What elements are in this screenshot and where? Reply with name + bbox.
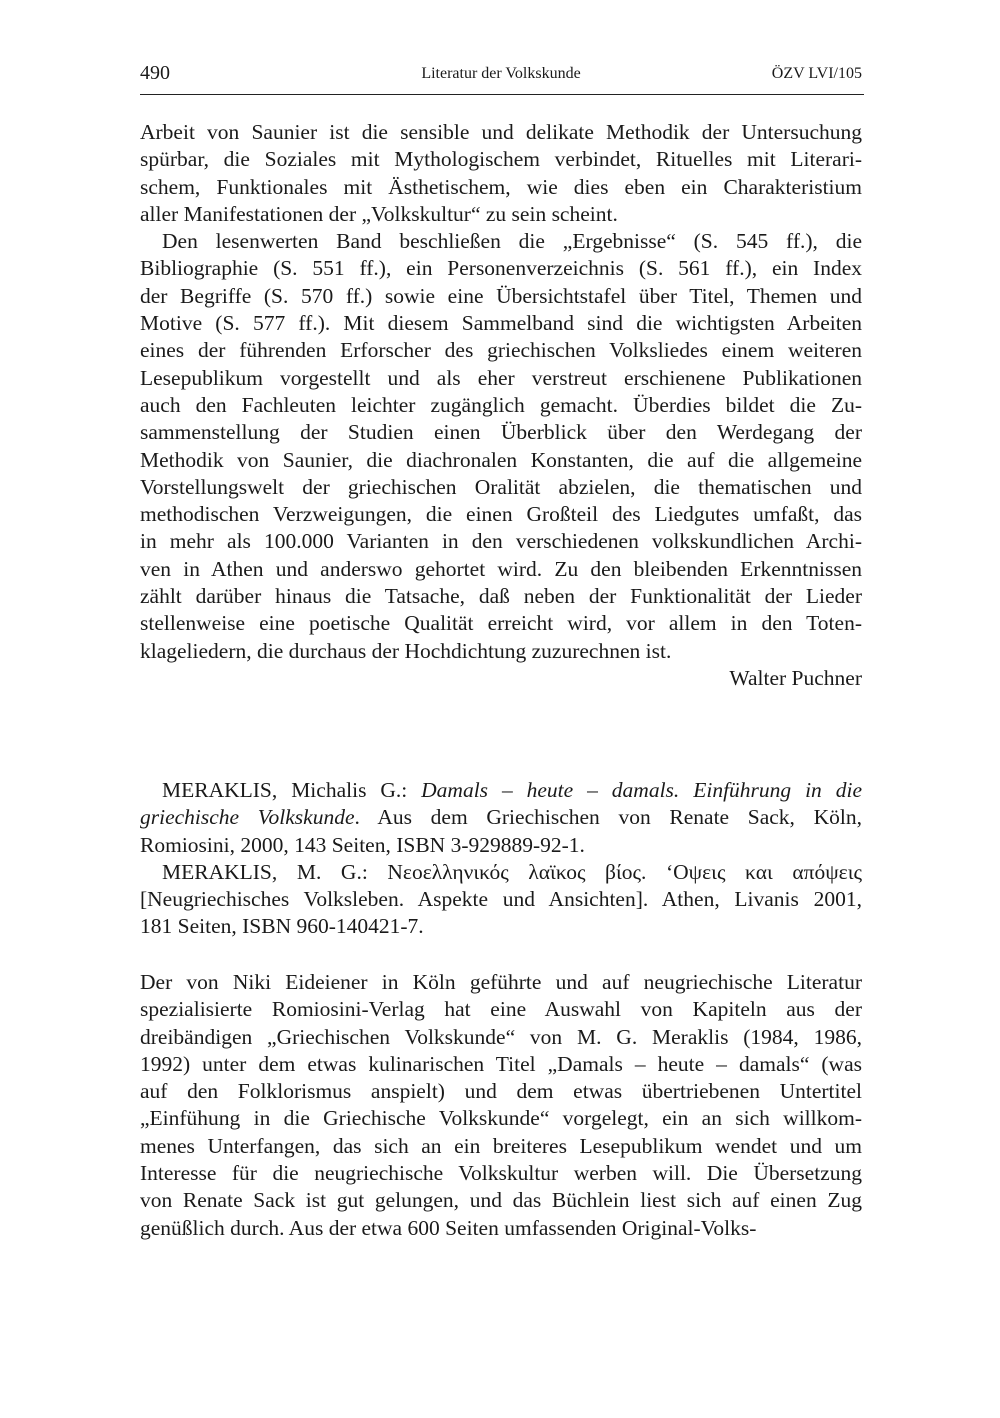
text-span: Den lesenwerten Band beschließen die „Ergebnisse“ (S. 545 ff.), die (162, 229, 862, 254)
text-span: spürbar, die Soziales mit Mythologischem verbindet, Rituelles mit Literari- (140, 147, 862, 172)
text-line (140, 583, 862, 610)
text-line (140, 832, 862, 859)
italic-title-text: Damals – heute – damals. Einführung in die (421, 778, 862, 802)
text-line (140, 146, 862, 173)
text-line (140, 474, 862, 501)
text-line (140, 1187, 862, 1214)
text-line (140, 283, 862, 310)
bibliography-entries (140, 777, 862, 941)
text-line (140, 1160, 862, 1187)
text-span: Romiosini, 2000, 143 Seiten, ISBN 3-929889-92-1. (140, 832, 585, 857)
text-span: Vorstellungswelt der griechischen Oralität abzielen, die thematischen und (140, 474, 862, 499)
text-span: genüßlich durch. Aus der etwa 600 Seiten umfassenden Original-Volks- (140, 1215, 757, 1240)
text-line (140, 610, 862, 637)
text-line (140, 255, 862, 282)
text-span: . Aus dem Griechischen von Renate Sack, Köln, (354, 805, 862, 830)
text-span: klageliedern, die durchaus der Hochdichtung zuzurechnen ist. (140, 638, 672, 663)
text-span: 1992) unter dem etwas kulinarischen Titel „Damals – heute – damals“ (was (140, 1051, 862, 1076)
text-span: „Einfühung in die Griechische Volkskunde“ vorgelegt, ein an sich willkom- (140, 1106, 862, 1131)
text-span: Arbeit von Saunier ist die sensible und delikate Methodik der Untersuchung (140, 120, 862, 144)
journal-volume: ÖZV LVI/105 (771, 65, 862, 82)
paragraph (140, 969, 862, 1242)
paragraph (140, 119, 862, 228)
text-line (140, 1078, 862, 1105)
text-span: sammenstellung der Studien einen Überblick über den Werdegang der (140, 420, 862, 445)
italic-title-text: griechische Volkskunde (140, 805, 355, 830)
review-text-1 (140, 119, 862, 692)
text-span: MERAKLIS, M. G.: Νεοελληνικός λαϊκος βίος. ‘Οψεις και απόψεις (162, 859, 862, 884)
text-span: Bibliographie (S. 551 ff.), ein Personenverzeichnis (S. 561 ff.), ein Index (140, 256, 862, 281)
header-rule (140, 94, 864, 95)
text-line (140, 777, 862, 804)
text-span: spezialisierte Romiosini-Verlag hat eine Auswahl von Kapiteln aus der (140, 997, 862, 1022)
text-span: methodischen Verzweigungen, die einen Großteil des Liedgutes umfaßt, das (140, 502, 862, 527)
text-span: Interesse für die neugriechische Volkskultur werben will. Die Übersetzung (140, 1161, 862, 1186)
text-line (140, 969, 862, 996)
text-span: [Neugriechisches Volksleben. Aspekte und Ansichten]. Athen, Livanis 2001, (140, 887, 862, 912)
text-line (140, 392, 862, 419)
text-line (140, 859, 862, 886)
paragraph (140, 228, 862, 665)
text-line (140, 337, 862, 364)
text-span: dreibändigen „Griechischen Volkskunde“ von M. G. Meraklis (1984, 1986, (140, 1024, 862, 1049)
text-line (140, 365, 862, 392)
text-line (140, 228, 862, 255)
text-line (140, 913, 862, 940)
text-line (140, 447, 862, 474)
review-author: Walter Puchner (729, 665, 862, 690)
text-line (140, 886, 862, 913)
text-line (140, 201, 862, 228)
review-text-2 (140, 969, 862, 1242)
text-line (140, 310, 862, 337)
text-span: zählt darüber hinaus die Tatsache, daß neben der Funktionalität der Lieder (140, 584, 862, 609)
text-span: ven in Athen und anderswo gehortet wird. Zu den bleibenden Erkenntnissen (140, 556, 862, 581)
paragraph (140, 777, 862, 859)
text-span: menes Unterfangen, das sich an ein breiteres Lesepublikum wendet und um (140, 1133, 862, 1158)
text-span: auf den Folklorismus anspielt) und dem etwas übertriebenen Untertitel (140, 1079, 862, 1104)
text-span: aller Manifestationen der „Volkskultur“ zu sein scheint. (140, 201, 618, 226)
text-line (140, 1105, 862, 1132)
text-line (140, 119, 862, 146)
text-span: Motive (S. 577 ff.). Mit diesem Sammelband sind die wichtigsten Arbeiten (140, 311, 862, 336)
text-line (140, 419, 862, 446)
paragraph (140, 859, 862, 941)
running-header (140, 62, 862, 88)
text-line (140, 1024, 862, 1051)
text-span: stellenweise eine poetische Qualität erreicht wird, vor allem in den Toten- (140, 611, 862, 636)
text-line (140, 638, 862, 665)
text-span: in mehr als 100.000 Varianten in den verschiedenen volkskundlichen Archi- (140, 529, 862, 554)
text-line (140, 556, 862, 583)
page-number: 490 (140, 62, 170, 84)
text-span: auch den Fachleuten leichter zugänglich gemacht. Überdies bildet die Zu- (140, 392, 862, 417)
text-span: Lesepublikum vorgestellt und als eher verstreut erschienene Publikationen (140, 365, 862, 390)
text-line (140, 174, 862, 201)
text-line (140, 1133, 862, 1160)
text-span: MERAKLIS, Michalis G.: (162, 778, 422, 802)
text-line (140, 804, 862, 831)
text-line (140, 501, 862, 528)
text-line (140, 1215, 862, 1242)
text-span: schem, Funktionales mit Ästhetischem, wie dies eben ein Charakteristium (140, 174, 862, 199)
header-title: Literatur der Volkskunde (421, 65, 581, 82)
text-span: eines der führenden Erforscher des griechischen Volksliedes einem weiteren (140, 338, 862, 363)
text-line (140, 996, 862, 1023)
text-line (140, 1051, 862, 1078)
text-span: Der von Niki Eideiener in Köln geführte und auf neugriechische Literatur (140, 970, 862, 994)
text-span: Methodik von Saunier, die diachronalen Konstanten, die auf die allgemeine (140, 447, 862, 472)
text-span: der Begriffe (S. 570 ff.) sowie eine Übersichtstafel über Titel, Themen und (140, 283, 862, 308)
text-span: 181 Seiten, ISBN 960-140421-7. (140, 914, 424, 939)
text-line (140, 528, 862, 555)
text-span: von Renate Sack ist gut gelungen, und das Büchlein liest sich auf einen Zug (140, 1188, 862, 1213)
